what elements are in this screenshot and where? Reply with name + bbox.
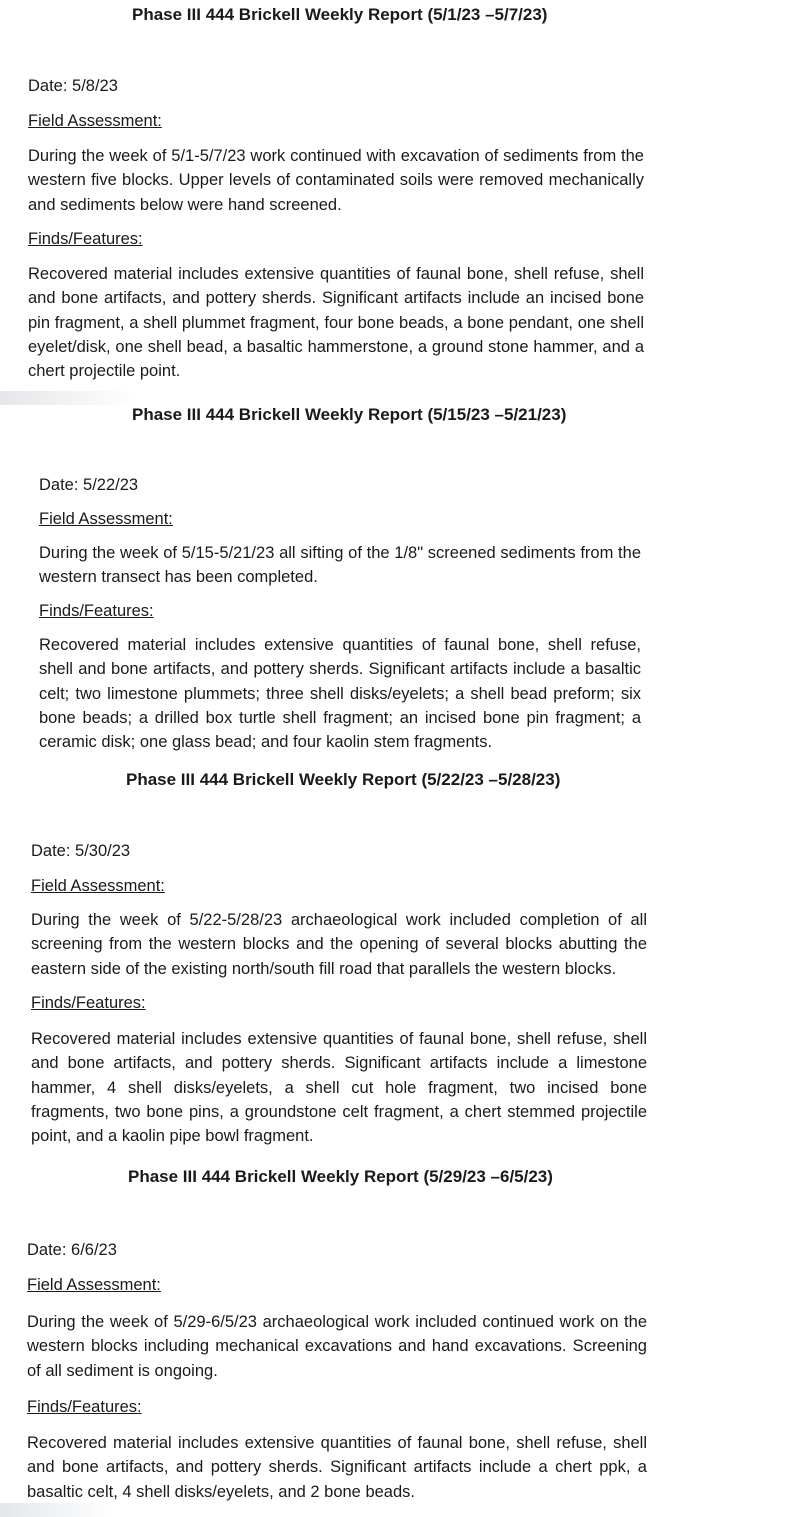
- finds-features-heading: Finds/Features:: [31, 994, 146, 1012]
- field-assessment-text: During the week of 5/1-5/7/23 work continued with excavation of sediments from the western five blocks. Upper levels of contaminated soils were removed mechanically and sediments below were hand screened.: [28, 147, 644, 214]
- field-assessment-heading: Field Assessment:: [27, 1276, 161, 1294]
- report-title: Phase III 444 Brickell Weekly Report (5/1/23 –5/7/23): [132, 5, 548, 24]
- finds-features-text: Recovered material includes extensive quantities of faunal bone, shell refuse, shell and bone artifacts, and pottery sherds. Significant artifacts include a basaltic celt; two limestone plummets; three shell disks/eyelets; a shell bead preform; six bone beads; a drilled box turtle shell fragment; an incised bone pin fragment; a ceramic disk; one glass bead; and four kaolin stem fragments.: [39, 636, 641, 752]
- finds-features-heading: Finds/Features:: [39, 602, 154, 620]
- report-date: Date: 6/6/23: [27, 1241, 117, 1259]
- finds-features-text: Recovered material includes extensive quantities of faunal bone, shell refuse, shell and bone artifacts, and pottery sherds. Significant artifacts include a limestone hammer, 4 shell disks/eyelets, a shell cut hole fragment, two incised bone fragments, two bone pins, a groundstone celt fragment, a chert stemmed projectile point, and a kaolin pipe bowl fragment.: [31, 1030, 647, 1146]
- report-1: [0, 0, 800, 400]
- report-date: Date: 5/22/23: [39, 476, 139, 494]
- field-assessment-heading: Field Assessment:: [39, 510, 173, 528]
- report-date: Date: 5/8/23: [28, 77, 118, 95]
- finds-features-text: Recovered material includes extensive quantities of faunal bone, shell refuse, shell and bone artifacts, and pottery sherds. Significant artifacts include a chert ppk, a basaltic celt, 4 shell disks/eyelets, and 2 bone beads.: [27, 1434, 647, 1501]
- field-assessment-text: During the week of 5/22-5/28/23 archaeological work included completion of all screening from the western blocks and the opening of several blocks abutting the eastern side of the existing north/south fill road that parallels the western blocks.: [31, 911, 647, 978]
- field-assessment-heading: Field Assessment:: [28, 112, 162, 130]
- finds-features-text: Recovered material includes extensive quantities of faunal bone, shell refuse, shell and bone artifacts, and pottery sherds. Significant artifacts include an incised bone pin fragment, a shell plummet fragment, four bone beads, a bone pendant, one shell eyelet/disk, one shell bead, a basaltic hammerstone, a ground stone hammer, and a chert projectile point.: [28, 265, 644, 381]
- field-assessment-heading: Field Assessment:: [31, 877, 165, 895]
- report-title: Phase III 444 Brickell Weekly Report (5/22/23 –5/28/23): [126, 770, 561, 789]
- report-3: [0, 765, 800, 1165]
- report-title: Phase III 444 Brickell Weekly Report (5/29/23 –6/5/23): [128, 1167, 553, 1186]
- report-2: [0, 400, 800, 765]
- report-4: [0, 1162, 800, 1515]
- finds-features-heading: Finds/Features:: [28, 230, 143, 248]
- field-assessment-text: During the week of 5/15-5/21/23 all sifting of the 1/8" screened sediments from the western transect has been completed.: [39, 544, 641, 587]
- field-assessment-text: During the week of 5/29-6/5/23 archaeological work included continued work on the western blocks including mechanical excavations and hand excavations. Screening of all sediment is ongoing.: [27, 1313, 647, 1380]
- finds-features-heading: Finds/Features:: [27, 1398, 142, 1416]
- report-title: Phase III 444 Brickell Weekly Report (5/15/23 –5/21/23): [132, 405, 567, 424]
- report-date: Date: 5/30/23: [31, 842, 131, 860]
